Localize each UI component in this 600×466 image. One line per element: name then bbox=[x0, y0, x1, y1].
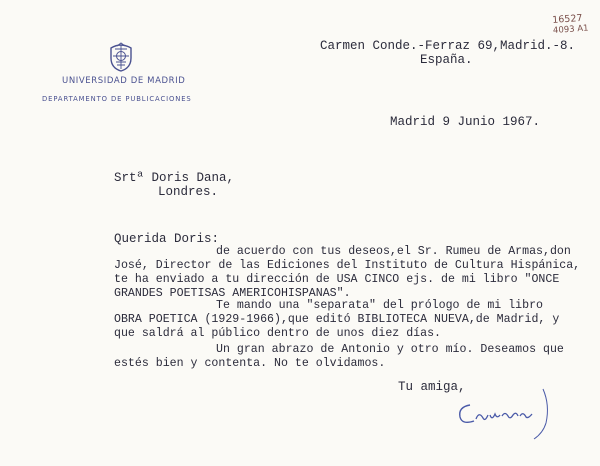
body-line: OBRA POETICA (1929-1966),que editó BIBLIOTECA NUEVA,de Madrid, y bbox=[114, 313, 560, 326]
body-line: que saldrá al público dentro de unos diez días. bbox=[114, 327, 441, 340]
recipient-block bbox=[114, 171, 234, 199]
recipient-name: Srtª Doris Dana, bbox=[114, 171, 235, 185]
sender-address-line2: España. bbox=[420, 53, 473, 67]
sender-address bbox=[320, 39, 575, 67]
body-line: José, Director de las Ediciones del Instituto de Cultura Hispánica, bbox=[114, 259, 581, 272]
body-line: estés bien y contenta. No te olvidamos. bbox=[114, 357, 386, 370]
body-line: GRANDES POETISAS AMERICOHISPANAS". bbox=[114, 287, 351, 300]
body-line: te ha enviado a tu dirección de USA CINCO ejs. de mi libro "ONCE bbox=[114, 273, 560, 286]
closing: Tu amiga, bbox=[398, 380, 466, 394]
salutation: Querida Doris: bbox=[114, 232, 220, 246]
body-paragraph-3 bbox=[114, 343, 564, 371]
body-line: de acuerdo con tus deseos,el Sr. Rumeu de Armas,don bbox=[216, 245, 571, 258]
body-line: Te mando una "separata" del prólogo de mi libro bbox=[216, 299, 543, 312]
body-paragraph-2 bbox=[114, 299, 559, 341]
body-line: Un gran abrazo de Antonio y otro mío. Deseamos que bbox=[216, 343, 564, 356]
department-name: DEPARTAMENTO DE PUBLICACIONES bbox=[42, 95, 192, 103]
handwritten-signature bbox=[448, 385, 558, 445]
university-name: UNIVERSIDAD DE MADRID bbox=[62, 76, 186, 86]
letter-date: Madrid 9 Junio 1967. bbox=[390, 115, 541, 129]
archive-note-line2: 4093 A1 bbox=[552, 23, 589, 36]
body-paragraph-1 bbox=[114, 245, 580, 301]
sender-address-line1: Carmen Conde.-Ferraz 69,Madrid.-8. bbox=[320, 39, 576, 53]
recipient-city: Londres. bbox=[158, 185, 219, 199]
archive-note-line1: 16527 bbox=[551, 12, 583, 26]
university-crest-icon bbox=[107, 42, 135, 72]
archive-handwritten-note bbox=[552, 14, 589, 36]
